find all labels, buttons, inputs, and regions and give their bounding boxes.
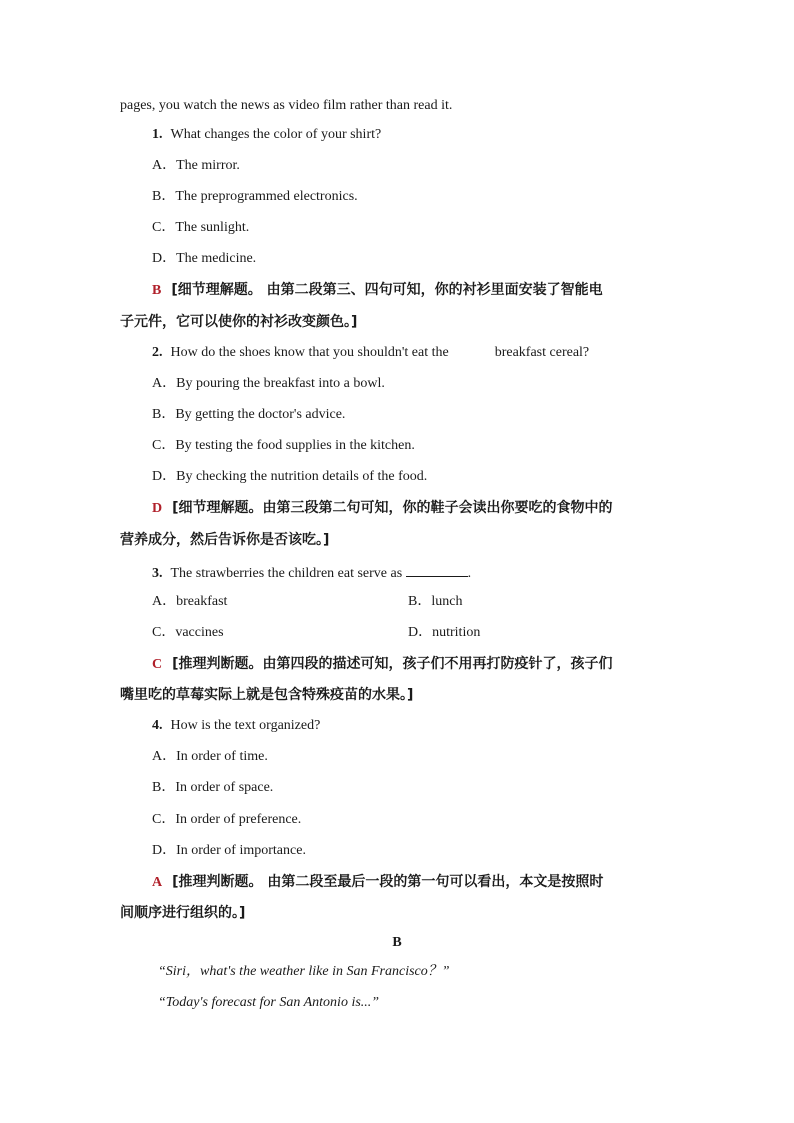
question-2 <box>152 344 589 362</box>
q4-explanation-line-1 <box>152 873 603 892</box>
q1-option-c: C．The sunlight. <box>152 220 250 235</box>
q4-option-b: B．In order of space. <box>152 780 274 795</box>
question-4 <box>152 717 320 735</box>
question-3 <box>152 562 471 583</box>
question-3-text: The strawberries the children eat serve as <box>170 566 403 581</box>
section-label: B <box>392 935 402 950</box>
q1-option-b: B．The preprogrammed electronics. <box>152 189 358 204</box>
q1-option-a: A．The mirror. <box>152 158 240 173</box>
q3-explanation-line-1 <box>152 655 613 674</box>
answer-blank <box>406 562 468 577</box>
question-1-text: What changes the color of your shirt? <box>170 127 382 142</box>
q1-explanation-line-2: 子元件，它可以使你的衬衫改变颜色。] <box>120 314 358 330</box>
q3-explanation-text-1: [推理判断题。由第四段的描述可知，孩子们不用再打防疫针了，孩子们 <box>172 656 613 672</box>
q3-option-a: A．breakfast <box>152 594 228 609</box>
q2-explanation-text-1: [细节理解题。由第三段第二句可知，你的鞋子会读出你要吃的食物中的 <box>172 500 613 516</box>
q4-option-c: C．In order of preference. <box>152 812 302 827</box>
q2-explanation-line-2: 营养成分，然后告诉你是否该吃。] <box>120 532 330 548</box>
q2-answer-letter: D <box>152 501 163 516</box>
question-2-text-a: How do the shoes know that you shouldn't eat the <box>170 345 449 360</box>
q4-explanation-line-2: 间顺序进行组织的。] <box>120 905 246 921</box>
question-2-number: 2. <box>152 345 163 360</box>
q1-option-d: D．The medicine. <box>152 251 257 266</box>
question-3-end: . <box>467 566 472 581</box>
q4-explanation-text-1: [推理判断题。 由第二段至最后一段的第一句可以看出，本文是按照时 <box>172 874 604 890</box>
intro-line: pages, you watch the news as video film rather than read it. <box>120 98 453 113</box>
dialogue-line-2: “Today's forecast for San Antonio is...” <box>158 995 380 1010</box>
question-4-text: How is the text organized? <box>170 718 321 733</box>
question-1-number: 1. <box>152 127 163 142</box>
dialogue-line-1: “Siri，what's the weather like in San Francisco？” <box>158 964 450 979</box>
question-1 <box>152 126 381 144</box>
q3-answer-letter: C <box>152 657 163 672</box>
q2-option-d: D．By checking the nutrition details of the food. <box>152 469 428 484</box>
q2-option-b: B．By getting the doctor's advice. <box>152 407 346 422</box>
q3-option-c: C．vaccines <box>152 625 224 640</box>
question-4-number: 4. <box>152 718 163 733</box>
q1-explanation-text-1: [细节理解题。 由第二段第三、四句可知，你的衬衫里面安装了智能电 <box>171 282 603 298</box>
question-2-text-b: breakfast cereal? <box>494 345 590 360</box>
q4-option-a: A．In order of time. <box>152 749 268 764</box>
q3-option-b: B．lunch <box>408 594 463 609</box>
q2-option-c: C．By testing the food supplies in the kitchen. <box>152 438 415 453</box>
q2-explanation-line-1 <box>152 499 613 518</box>
question-3-number: 3. <box>152 566 163 581</box>
q4-option-d: D．In order of importance. <box>152 843 306 858</box>
q3-option-d: D．nutrition <box>408 625 481 640</box>
q1-explanation-line-1 <box>152 281 603 300</box>
q3-explanation-line-2: 嘴里吃的草莓实际上就是包含特殊疫苗的水果。] <box>120 687 414 703</box>
q4-answer-letter: A <box>152 875 163 890</box>
q2-option-a: A．By pouring the breakfast into a bowl. <box>152 376 385 391</box>
q1-answer-letter: B <box>152 283 162 298</box>
